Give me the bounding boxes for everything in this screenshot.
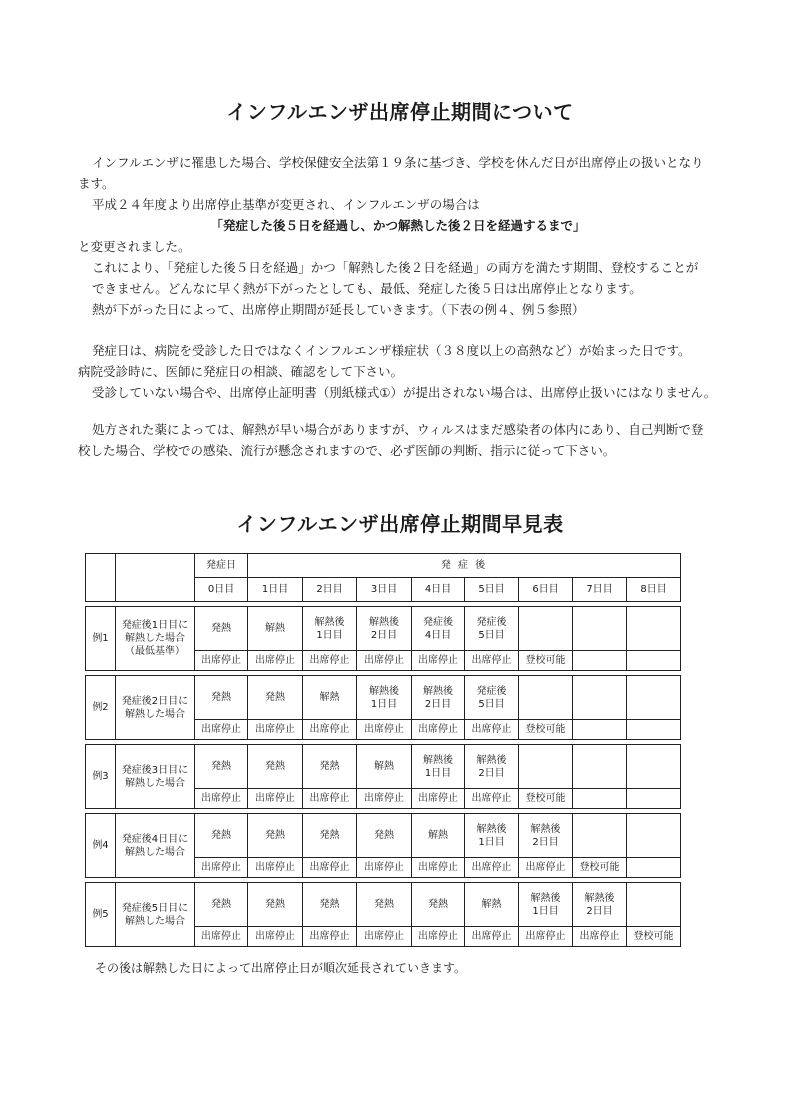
status-cell: 解熱後 2日目 bbox=[465, 745, 519, 789]
status-cell: 発熱 bbox=[412, 883, 465, 927]
example-description: 発症後5日目に 解熱した場合 bbox=[116, 883, 195, 947]
status-cell: 解熱後 2日目 bbox=[357, 607, 412, 651]
attendance-cell: 出席停止 bbox=[465, 789, 519, 809]
example-status-row bbox=[86, 607, 681, 651]
status-cell: 解熱後 1日目 bbox=[465, 814, 519, 858]
attendance-cell: 登校可能 bbox=[573, 858, 627, 878]
status-cell: 発熱 bbox=[357, 883, 412, 927]
example-description: 発症後4日目に 解熱した場合 bbox=[116, 814, 195, 878]
example-label: 例5 bbox=[86, 883, 116, 947]
status-cell: 解熱後 1日目 bbox=[357, 676, 412, 720]
status-cell bbox=[573, 676, 627, 720]
medicine-text bbox=[78, 419, 718, 461]
attendance-cell bbox=[573, 651, 627, 671]
status-cell: 解熱 bbox=[465, 883, 519, 927]
attendance-cell: 出席停止 bbox=[465, 720, 519, 740]
paragraph-line: ます。 bbox=[78, 176, 115, 191]
attendance-cell: 出席停止 bbox=[519, 927, 573, 947]
attendance-cell: 出席停止 bbox=[195, 720, 248, 740]
status-cell: 発熱 bbox=[248, 745, 303, 789]
attendance-cell: 出席停止 bbox=[195, 789, 248, 809]
attendance-cell: 出席停止 bbox=[248, 858, 303, 878]
attendance-cell: 出席停止 bbox=[303, 651, 357, 671]
attendance-cell: 出席停止 bbox=[412, 720, 465, 740]
attendance-cell bbox=[573, 789, 627, 809]
status-cell: 解熱 bbox=[248, 607, 303, 651]
example-label: 例2 bbox=[86, 676, 116, 740]
status-cell: 発熱 bbox=[195, 607, 248, 651]
status-cell bbox=[627, 883, 681, 927]
attendance-cell: 出席停止 bbox=[195, 651, 248, 671]
attendance-cell: 出席停止 bbox=[303, 858, 357, 878]
attendance-cell: 出席停止 bbox=[248, 720, 303, 740]
day-header: 0日目 bbox=[195, 578, 248, 602]
attendance-cell: 出席停止 bbox=[303, 720, 357, 740]
status-cell bbox=[627, 607, 681, 651]
status-cell bbox=[519, 745, 573, 789]
attendance-cell: 出席停止 bbox=[412, 858, 465, 878]
example-status-row bbox=[86, 814, 681, 858]
page-title: インフルエンザ出席停止期間について bbox=[226, 100, 574, 124]
attendance-cell bbox=[573, 720, 627, 740]
status-cell: 発症後 5日目 bbox=[465, 607, 519, 651]
attendance-cell: 出席停止 bbox=[248, 789, 303, 809]
attendance-table bbox=[85, 553, 681, 947]
example-status-row bbox=[86, 883, 681, 927]
status-cell bbox=[627, 814, 681, 858]
paragraph-line: 平成２４年度より出席停止基準が変更され、インフルエンザの場合は bbox=[92, 197, 480, 212]
status-cell: 解熱後 2日目 bbox=[573, 883, 627, 927]
attendance-cell: 出席停止 bbox=[357, 789, 412, 809]
status-cell: 発熱 bbox=[195, 745, 248, 789]
paragraph-line: と変更されました。 bbox=[78, 239, 191, 254]
status-cell: 解熱後 2日目 bbox=[519, 814, 573, 858]
status-cell bbox=[573, 814, 627, 858]
attendance-cell: 出席停止 bbox=[465, 858, 519, 878]
example-label: 例4 bbox=[86, 814, 116, 878]
attendance-cell: 出席停止 bbox=[412, 927, 465, 947]
attendance-cell: 出席停止 bbox=[412, 651, 465, 671]
paragraph-line: 処方された薬によっては、解熱が早い場合がありますが、ウィルスはまだ感染者の体内にあり、自己判断で登 bbox=[92, 422, 704, 437]
status-cell: 発熱 bbox=[195, 676, 248, 720]
blank-header-cell bbox=[86, 554, 116, 602]
status-cell: 発熱 bbox=[303, 814, 357, 858]
paragraph-line: 受診していない場合や、出席停止証明書（別紙様式①）が提出されない場合は、出席停止扱いにはなりません。 bbox=[92, 385, 717, 400]
status-cell: 発症後 4日目 bbox=[412, 607, 465, 651]
day-header: 7日目 bbox=[573, 578, 627, 602]
day-header: 4日目 bbox=[412, 578, 465, 602]
example-label: 例1 bbox=[86, 607, 116, 671]
attendance-cell: 出席停止 bbox=[357, 651, 412, 671]
example-description: 発症後1日目に 解熱した場合 （最低基準） bbox=[116, 607, 195, 671]
criteria-highlight: 「発症した後５日を経過し、かつ解熱した後２日を経過するまで」 bbox=[210, 218, 586, 233]
intro-text bbox=[78, 152, 718, 320]
after-onset-header: 発 症 後 bbox=[248, 554, 681, 578]
status-cell: 解熱 bbox=[303, 676, 357, 720]
status-cell: 解熱 bbox=[412, 814, 465, 858]
paragraph-line: 発症日は、病院を受診した日ではなくインフルエンザ様症状（３８度以上の高熱など）が始まった日です。 bbox=[92, 343, 691, 358]
attendance-cell bbox=[627, 789, 681, 809]
status-cell: 発熱 bbox=[303, 745, 357, 789]
status-cell: 解熱後 1日目 bbox=[303, 607, 357, 651]
attendance-cell: 出席停止 bbox=[357, 720, 412, 740]
day-header: 6日目 bbox=[519, 578, 573, 602]
attendance-cell: 出席停止 bbox=[465, 927, 519, 947]
example-status-row bbox=[86, 745, 681, 789]
attendance-cell: 出席停止 bbox=[195, 927, 248, 947]
status-cell bbox=[573, 607, 627, 651]
attendance-cell bbox=[627, 720, 681, 740]
status-cell: 発熱 bbox=[195, 814, 248, 858]
onset-header: 発症日 bbox=[195, 554, 248, 578]
status-cell: 解熱後 1日目 bbox=[519, 883, 573, 927]
example-description: 発症後3日目に 解熱した場合 bbox=[116, 745, 195, 809]
attendance-cell: 出席停止 bbox=[303, 789, 357, 809]
blank-header-cell bbox=[116, 554, 195, 602]
attendance-cell: 出席停止 bbox=[195, 858, 248, 878]
status-cell: 発熱 bbox=[248, 883, 303, 927]
status-cell: 発熱 bbox=[248, 676, 303, 720]
day-header: 1日目 bbox=[248, 578, 303, 602]
example-description: 発症後2日目に 解熱した場合 bbox=[116, 676, 195, 740]
status-cell bbox=[519, 607, 573, 651]
attendance-cell: 登校可能 bbox=[519, 651, 573, 671]
day-header: 3日目 bbox=[357, 578, 412, 602]
paragraph-line: 熱が下がった日によって、出席停止期間が延長していきます。（下表の例４、例５参照） bbox=[92, 302, 585, 317]
paragraph-line: できません。どんなに早く熱が下がったとしても、最低、発症した後５日は出席停止となります。 bbox=[92, 281, 642, 296]
attendance-cell bbox=[627, 858, 681, 878]
attendance-cell: 出席停止 bbox=[248, 927, 303, 947]
status-cell: 発熱 bbox=[357, 814, 412, 858]
paragraph-line: インフルエンザに罹患した場合、学校保健安全法第１９条に基づき、学校を休んだ日が出席停止の扱いとなり bbox=[92, 155, 704, 170]
onset-text bbox=[78, 340, 718, 403]
status-cell bbox=[519, 676, 573, 720]
attendance-cell: 登校可能 bbox=[627, 927, 681, 947]
attendance-cell: 出席停止 bbox=[248, 651, 303, 671]
attendance-cell: 出席停止 bbox=[412, 789, 465, 809]
example-label: 例3 bbox=[86, 745, 116, 809]
status-cell bbox=[627, 676, 681, 720]
attendance-cell: 出席停止 bbox=[573, 927, 627, 947]
status-cell: 発熱 bbox=[248, 814, 303, 858]
header-row bbox=[86, 554, 681, 578]
status-cell bbox=[573, 745, 627, 789]
attendance-cell: 出席停止 bbox=[465, 651, 519, 671]
day-header: 8日目 bbox=[627, 578, 681, 602]
attendance-cell: 登校可能 bbox=[519, 720, 573, 740]
status-cell: 発熱 bbox=[303, 883, 357, 927]
status-cell bbox=[627, 745, 681, 789]
attendance-cell: 出席停止 bbox=[357, 927, 412, 947]
day-header: 2日目 bbox=[303, 578, 357, 602]
table-title: インフルエンザ出席停止期間早見表 bbox=[236, 512, 564, 536]
paragraph-line: 病院受診時に、医師に発症日の相談、確認をして下さい。 bbox=[78, 364, 404, 379]
paragraph-line: 校した場合、学校での感染、流行が懸念されますので、必ず医師の判断、指示に従って下さい。 bbox=[78, 443, 616, 458]
status-cell: 解熱 bbox=[357, 745, 412, 789]
footnote: その後は解熱した日によって出席停止日が順次延長されていきます。 bbox=[95, 961, 467, 975]
status-cell: 解熱後 2日目 bbox=[412, 676, 465, 720]
status-cell: 発熱 bbox=[195, 883, 248, 927]
paragraph-line: これにより、「発症した後５日を経過」かつ「解熱した後２日を経過」の両方を満たす期間、登校することが bbox=[92, 260, 699, 275]
attendance-cell: 登校可能 bbox=[519, 789, 573, 809]
status-cell: 発症後 5日目 bbox=[465, 676, 519, 720]
attendance-cell bbox=[627, 651, 681, 671]
attendance-cell: 出席停止 bbox=[519, 858, 573, 878]
attendance-cell: 出席停止 bbox=[357, 858, 412, 878]
day-header: 5日目 bbox=[465, 578, 519, 602]
status-cell: 解熱後 1日目 bbox=[412, 745, 465, 789]
example-status-row bbox=[86, 676, 681, 720]
attendance-cell: 出席停止 bbox=[303, 927, 357, 947]
